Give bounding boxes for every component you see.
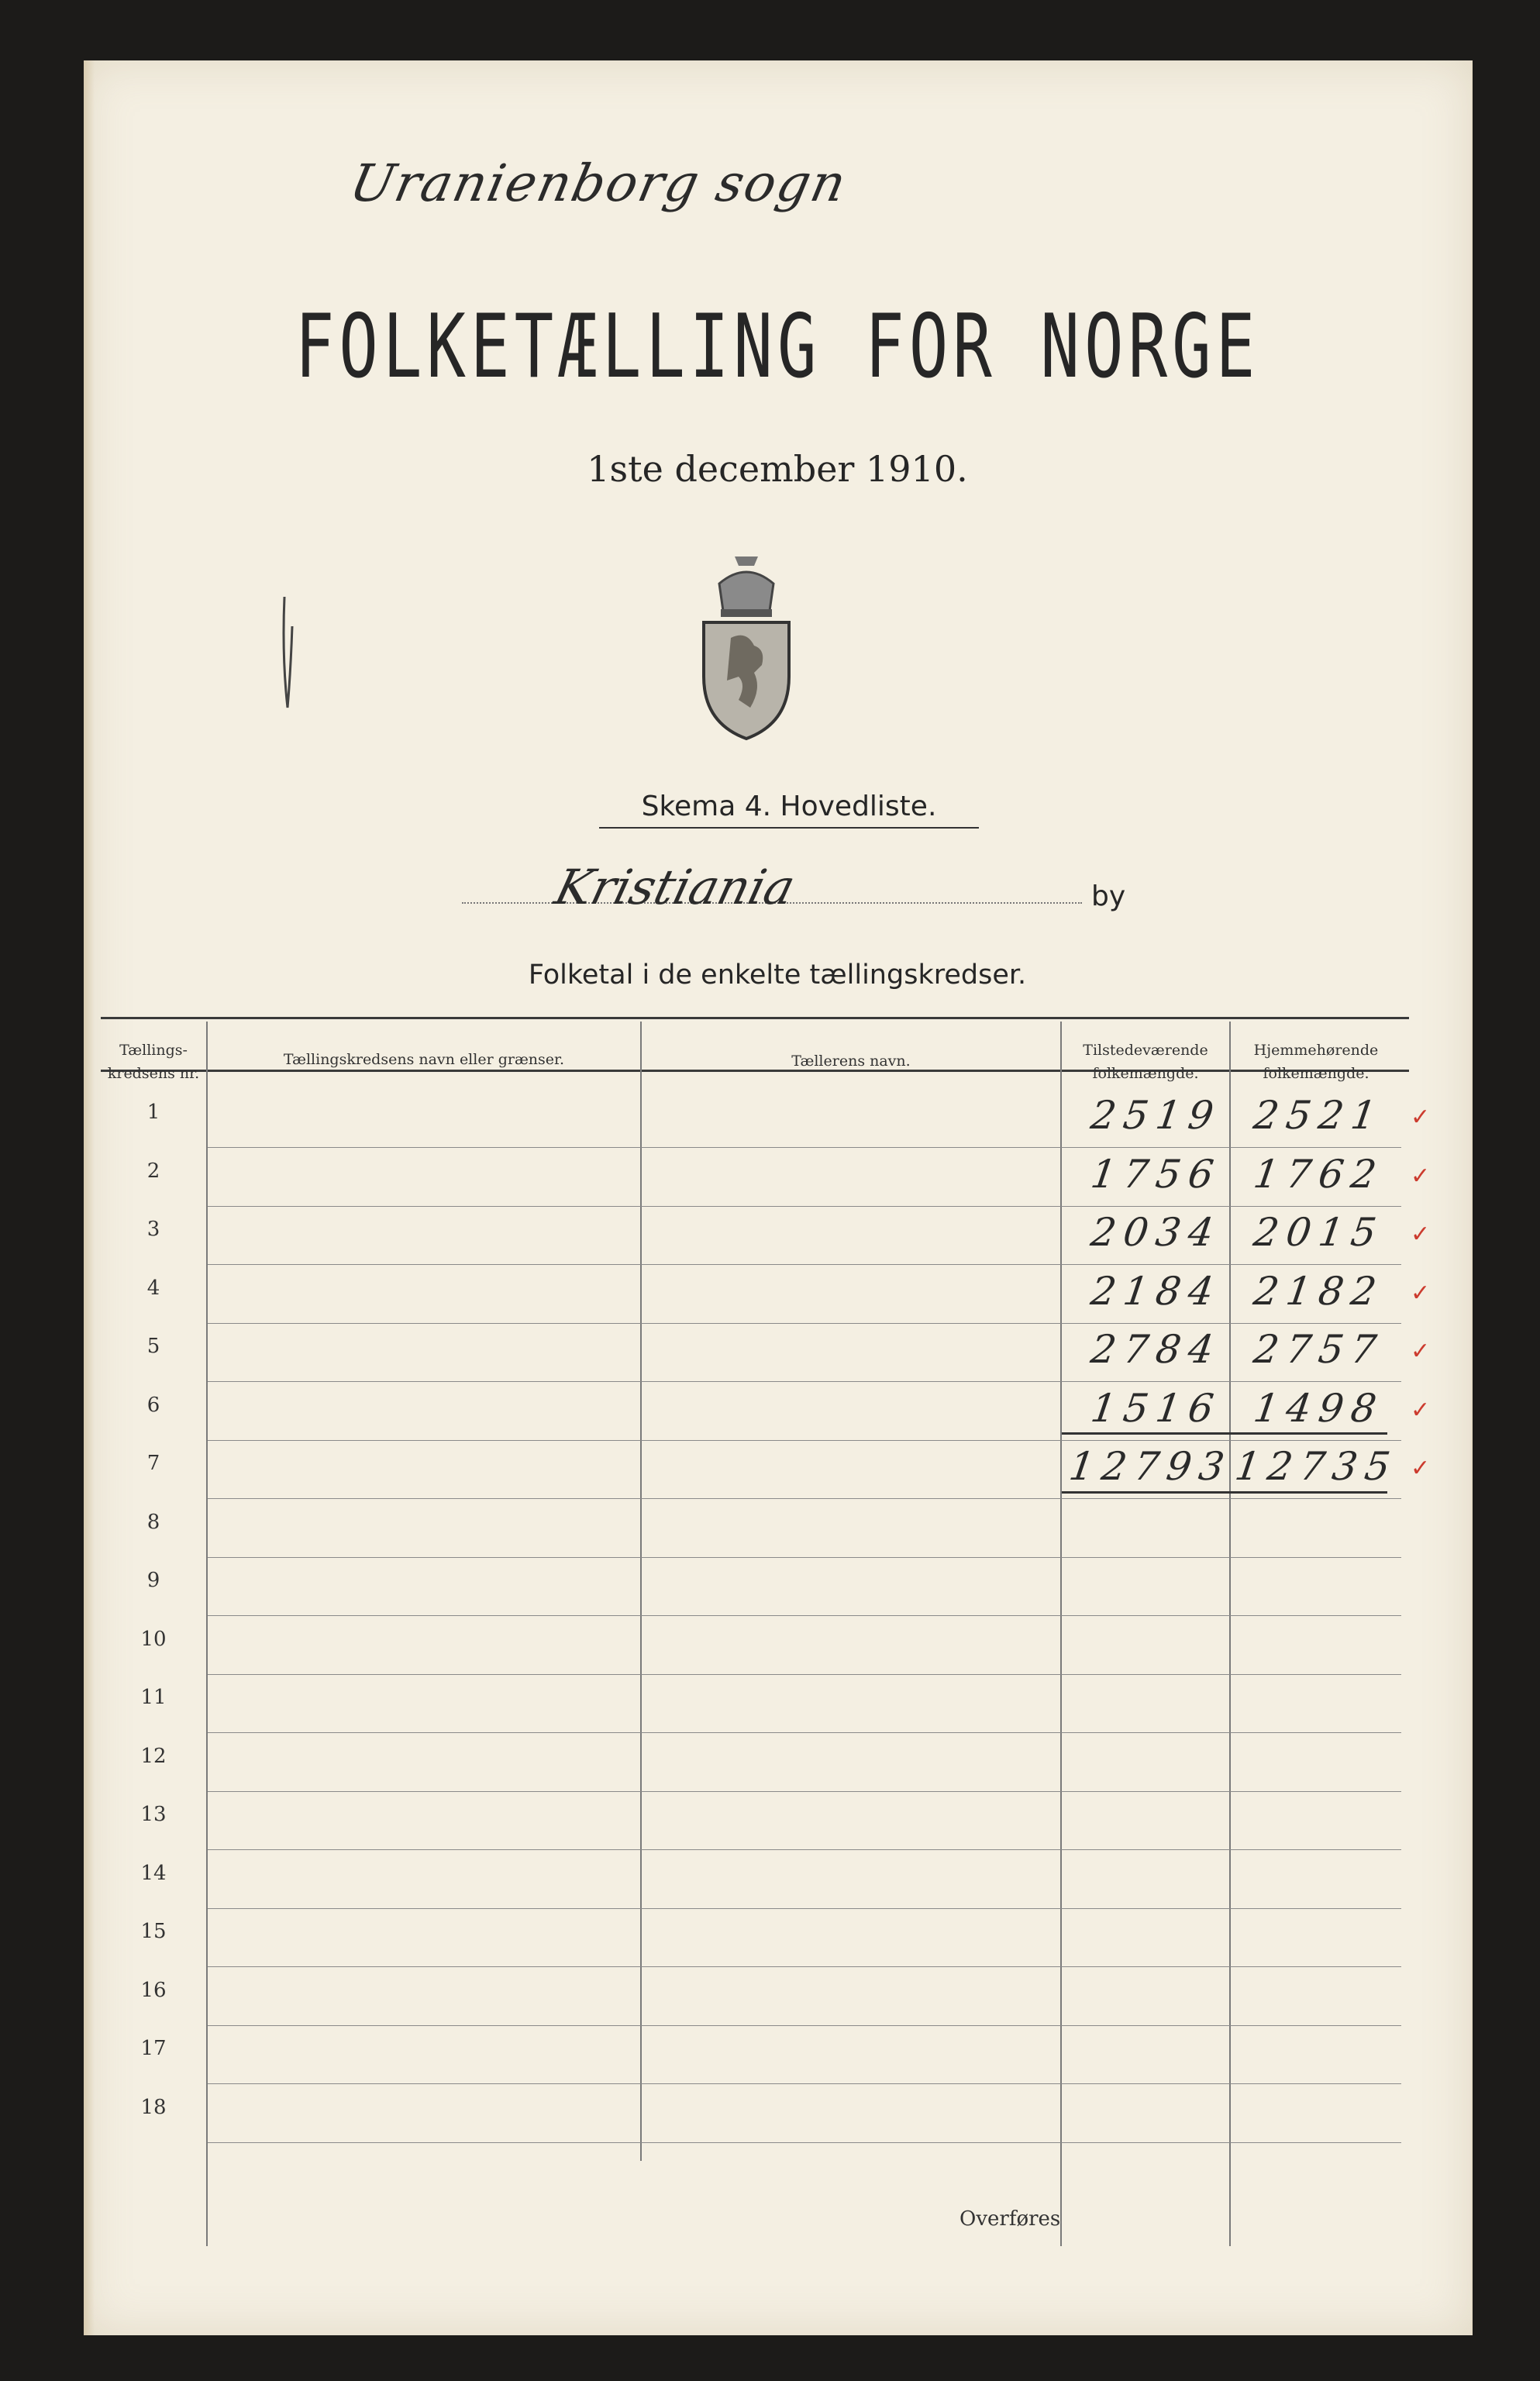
header-text: Tællings- (119, 1042, 188, 1059)
coat-of-arms-emblem (688, 549, 804, 743)
row-number: 13 (140, 1803, 167, 1826)
row-number: 1 (146, 1101, 160, 1124)
row-number: 11 (140, 1686, 167, 1709)
row-rule (208, 1498, 1401, 1499)
row-rule (208, 1264, 1401, 1265)
present-population-value: 1516 (1087, 1385, 1225, 1431)
sum-rule (1062, 1432, 1387, 1435)
present-population-value: 2184 (1087, 1268, 1225, 1314)
row-number: 12 (140, 1744, 167, 1768)
red-check-icon: ✓ (1411, 1221, 1431, 1248)
header-text: kredsens nr. (107, 1065, 200, 1082)
row-rule (208, 1615, 1401, 1616)
row-rule (208, 1966, 1401, 1967)
row-number: 6 (146, 1393, 160, 1417)
header-enumerator: Tællerens navn. (791, 1053, 911, 1070)
row-number: 2 (146, 1159, 160, 1183)
city-suffix: by (1091, 880, 1126, 912)
resident-population-value: 2015 (1250, 1210, 1387, 1255)
row-number: 7 (146, 1452, 160, 1475)
city-name-handwritten: Kristiania (549, 859, 801, 915)
header-present-population (1062, 1039, 1229, 1085)
row-rule (208, 1147, 1401, 1148)
table-subtitle: Folketal i de enkelte tællingskredser. (528, 960, 1027, 991)
row-number: 9 (146, 1569, 160, 1592)
header-district-name: Tællingskredsens navn eller grænser. (283, 1051, 565, 1068)
table-top-rule (101, 1017, 1409, 1019)
present-population-value: 2519 (1087, 1093, 1225, 1138)
row-number: 15 (140, 1920, 167, 1943)
row-number: 4 (146, 1276, 160, 1300)
row-number: 16 (140, 1978, 167, 2002)
resident-population-value: 2757 (1250, 1327, 1387, 1372)
row-rule (208, 2142, 1401, 2143)
row-rule (208, 1674, 1401, 1675)
row-rule (208, 1791, 1401, 1792)
present-population-value: 2784 (1087, 1327, 1225, 1372)
schema-label: Skema 4. Hovedliste. (599, 791, 979, 829)
total-rule (1062, 1491, 1387, 1494)
census-form-page (84, 60, 1473, 2335)
row-number: 3 (146, 1218, 160, 1241)
header-resident-population (1231, 1039, 1401, 1085)
resident-population-value: 2521 (1250, 1093, 1387, 1138)
resident-population-value: 1498 (1250, 1385, 1387, 1431)
red-check-icon: ✓ (1411, 1455, 1431, 1482)
red-check-icon: ✓ (1411, 1279, 1431, 1307)
row-number: 10 (140, 1627, 167, 1651)
census-date: 1ste december 1910. (587, 448, 968, 490)
row-number: 17 (140, 2037, 167, 2060)
row-rule (208, 2083, 1401, 2084)
parish-handwritten-note: Uranienborg sogn (344, 153, 853, 213)
form-title: FOLKETÆLLING FOR NORGE (295, 295, 1260, 398)
header-text: Hjemmehørende (1253, 1042, 1379, 1059)
row-number: 5 (146, 1335, 160, 1358)
row-rule (208, 1381, 1401, 1382)
row-rule (208, 1908, 1401, 1909)
resident-population-value: 2182 (1250, 1268, 1387, 1314)
row-rule (208, 1440, 1401, 1441)
column-divider (640, 1022, 642, 2161)
header-nr (101, 1039, 206, 1085)
row-rule (208, 1323, 1401, 1324)
red-check-icon: ✓ (1411, 1104, 1431, 1131)
row-rule (208, 2025, 1401, 2026)
row-rule (208, 1732, 1401, 1733)
row-rule (208, 1849, 1401, 1850)
red-check-icon: ✓ (1411, 1162, 1431, 1190)
pencil-check-mark (281, 595, 295, 712)
header-text: folkemængde. (1092, 1065, 1199, 1082)
red-check-icon: ✓ (1411, 1396, 1431, 1424)
header-text: Tilstedeværende (1083, 1042, 1208, 1059)
resident-population-value: 12735 (1232, 1444, 1401, 1489)
row-number: 18 (140, 2095, 167, 2119)
row-number: 14 (140, 1861, 167, 1885)
row-number: 8 (146, 1510, 160, 1534)
row-rule (208, 1206, 1401, 1207)
row-rule (208, 1557, 1401, 1558)
present-population-value: 12793 (1066, 1444, 1235, 1489)
resident-population-value: 1762 (1250, 1151, 1387, 1197)
present-population-value: 1756 (1087, 1151, 1225, 1197)
present-population-value: 2034 (1087, 1210, 1225, 1255)
carried-forward-label: Overføres (959, 2207, 1061, 2231)
red-check-icon: ✓ (1411, 1338, 1431, 1365)
header-text: folkemængde. (1263, 1065, 1369, 1082)
